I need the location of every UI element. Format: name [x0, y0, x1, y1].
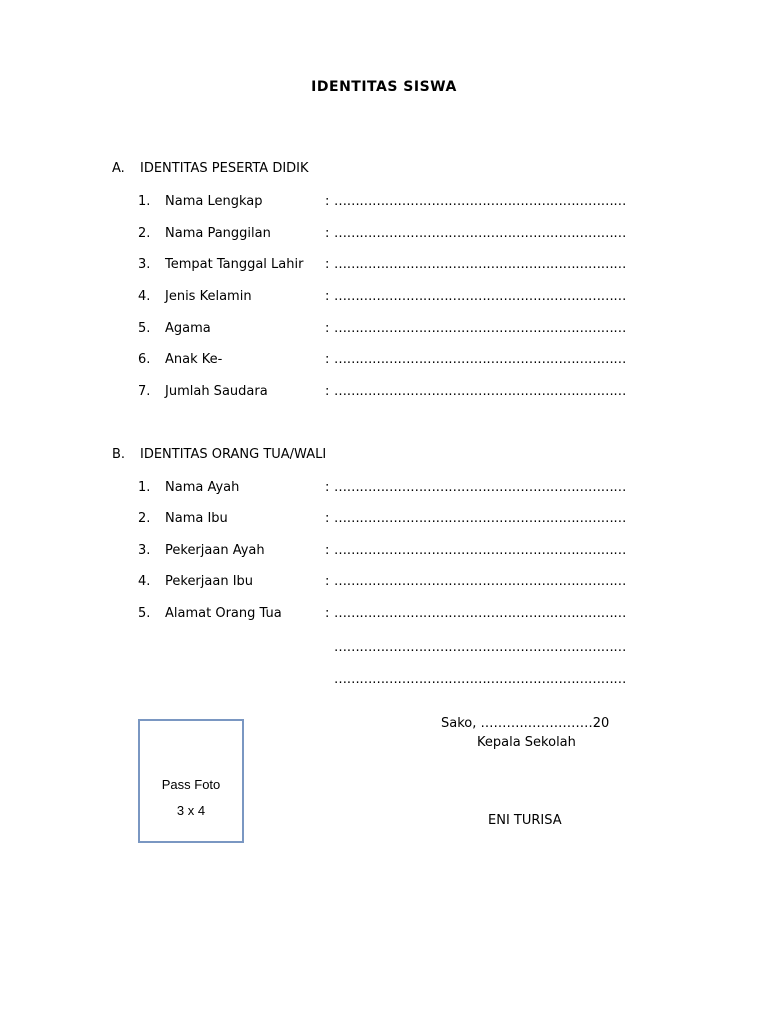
fill-line-nama-lengkap: …………………………………………………………… [334, 194, 627, 209]
section-b-title: IDENTITAS ORANG TUA/WALI [140, 447, 327, 462]
fill-line-nama-ayah: …………………………………………………………… [334, 480, 627, 495]
fill-line-jumlah-saudara: …………………………………………………………… [334, 384, 627, 399]
fill-line-nama-ibu: …………………………………………………………… [334, 511, 627, 526]
field-label-pekerjaan-ibu: Pekerjaan Ibu [165, 574, 254, 589]
section-a-title: IDENTITAS PESERTA DIDIK [140, 161, 309, 176]
signature-name: ENI TURISA [488, 813, 562, 828]
colon: : [325, 511, 330, 526]
section-b-letter: B. [112, 447, 126, 462]
fill-line-pekerjaan-ayah: …………………………………………………………… [334, 543, 627, 558]
pass-photo-box [138, 719, 244, 843]
field-label-tempat-tanggal-lahir: Tempat Tanggal Lahir [165, 257, 304, 272]
colon: : [325, 606, 330, 621]
fill-line-alamat-orang-tua: …………………………………………………………… [334, 606, 627, 621]
section-a-letter: A. [112, 161, 125, 176]
row-number: 4. [138, 289, 151, 304]
colon: : [325, 289, 330, 304]
field-label-nama-panggilan: Nama Panggilan [165, 226, 271, 241]
row-number: 6. [138, 352, 151, 367]
field-label-jenis-kelamin: Jenis Kelamin [165, 289, 252, 304]
section-b-heading [112, 447, 326, 462]
fill-line-tempat-tanggal-lahir: …………………………………………………………… [334, 257, 627, 272]
colon: : [325, 226, 330, 241]
colon: : [325, 543, 330, 558]
field-label-jumlah-saudara: Jumlah Saudara [165, 384, 268, 399]
signature-role: Kepala Sekolah [477, 735, 576, 750]
row-number: 3. [138, 257, 151, 272]
colon: : [325, 352, 330, 367]
field-label-anak-ke: Anak Ke- [165, 352, 223, 367]
fill-line-alamat-continuation-1: …………………………………………………………… [334, 640, 627, 655]
colon: : [325, 480, 330, 495]
signature-place-date: Sako, ………..……………20 [441, 716, 610, 731]
fill-line-jenis-kelamin: …………………………………………………………… [334, 289, 627, 304]
fill-line-pekerjaan-ibu: …………………………………………………………… [334, 574, 627, 589]
fill-line-alamat-continuation-2: …………………………………………………………… [334, 672, 627, 687]
field-label-nama-ibu: Nama Ibu [165, 511, 228, 526]
pass-photo-label: Pass Foto [161, 777, 221, 792]
colon: : [325, 384, 330, 399]
fill-line-anak-ke: …………………………………………………………… [334, 352, 627, 367]
field-label-nama-lengkap: Nama Lengkap [165, 194, 263, 209]
colon: : [325, 574, 330, 589]
field-label-agama: Agama [165, 321, 211, 336]
row-number: 7. [138, 384, 151, 399]
fill-line-nama-panggilan: …………………………………………………………… [334, 226, 627, 241]
row-number: 5. [138, 606, 151, 621]
row-number: 1. [138, 194, 151, 209]
row-number: 3. [138, 543, 151, 558]
row-number: 5. [138, 321, 151, 336]
fill-line-agama: …………………………………………………………… [334, 321, 627, 336]
colon: : [325, 321, 330, 336]
field-label-nama-ayah: Nama Ayah [165, 480, 240, 495]
colon: : [325, 194, 330, 209]
row-number: 2. [138, 226, 151, 241]
row-number: 4. [138, 574, 151, 589]
colon: : [325, 257, 330, 272]
section-a-heading [112, 161, 309, 176]
pass-photo-size: 3 x 4 [176, 803, 206, 818]
field-label-pekerjaan-ayah: Pekerjaan Ayah [165, 543, 265, 558]
field-label-alamat-orang-tua: Alamat Orang Tua [165, 606, 282, 621]
row-number: 1. [138, 480, 151, 495]
row-number: 2. [138, 511, 151, 526]
page-title: IDENTITAS SISWA [311, 79, 457, 95]
